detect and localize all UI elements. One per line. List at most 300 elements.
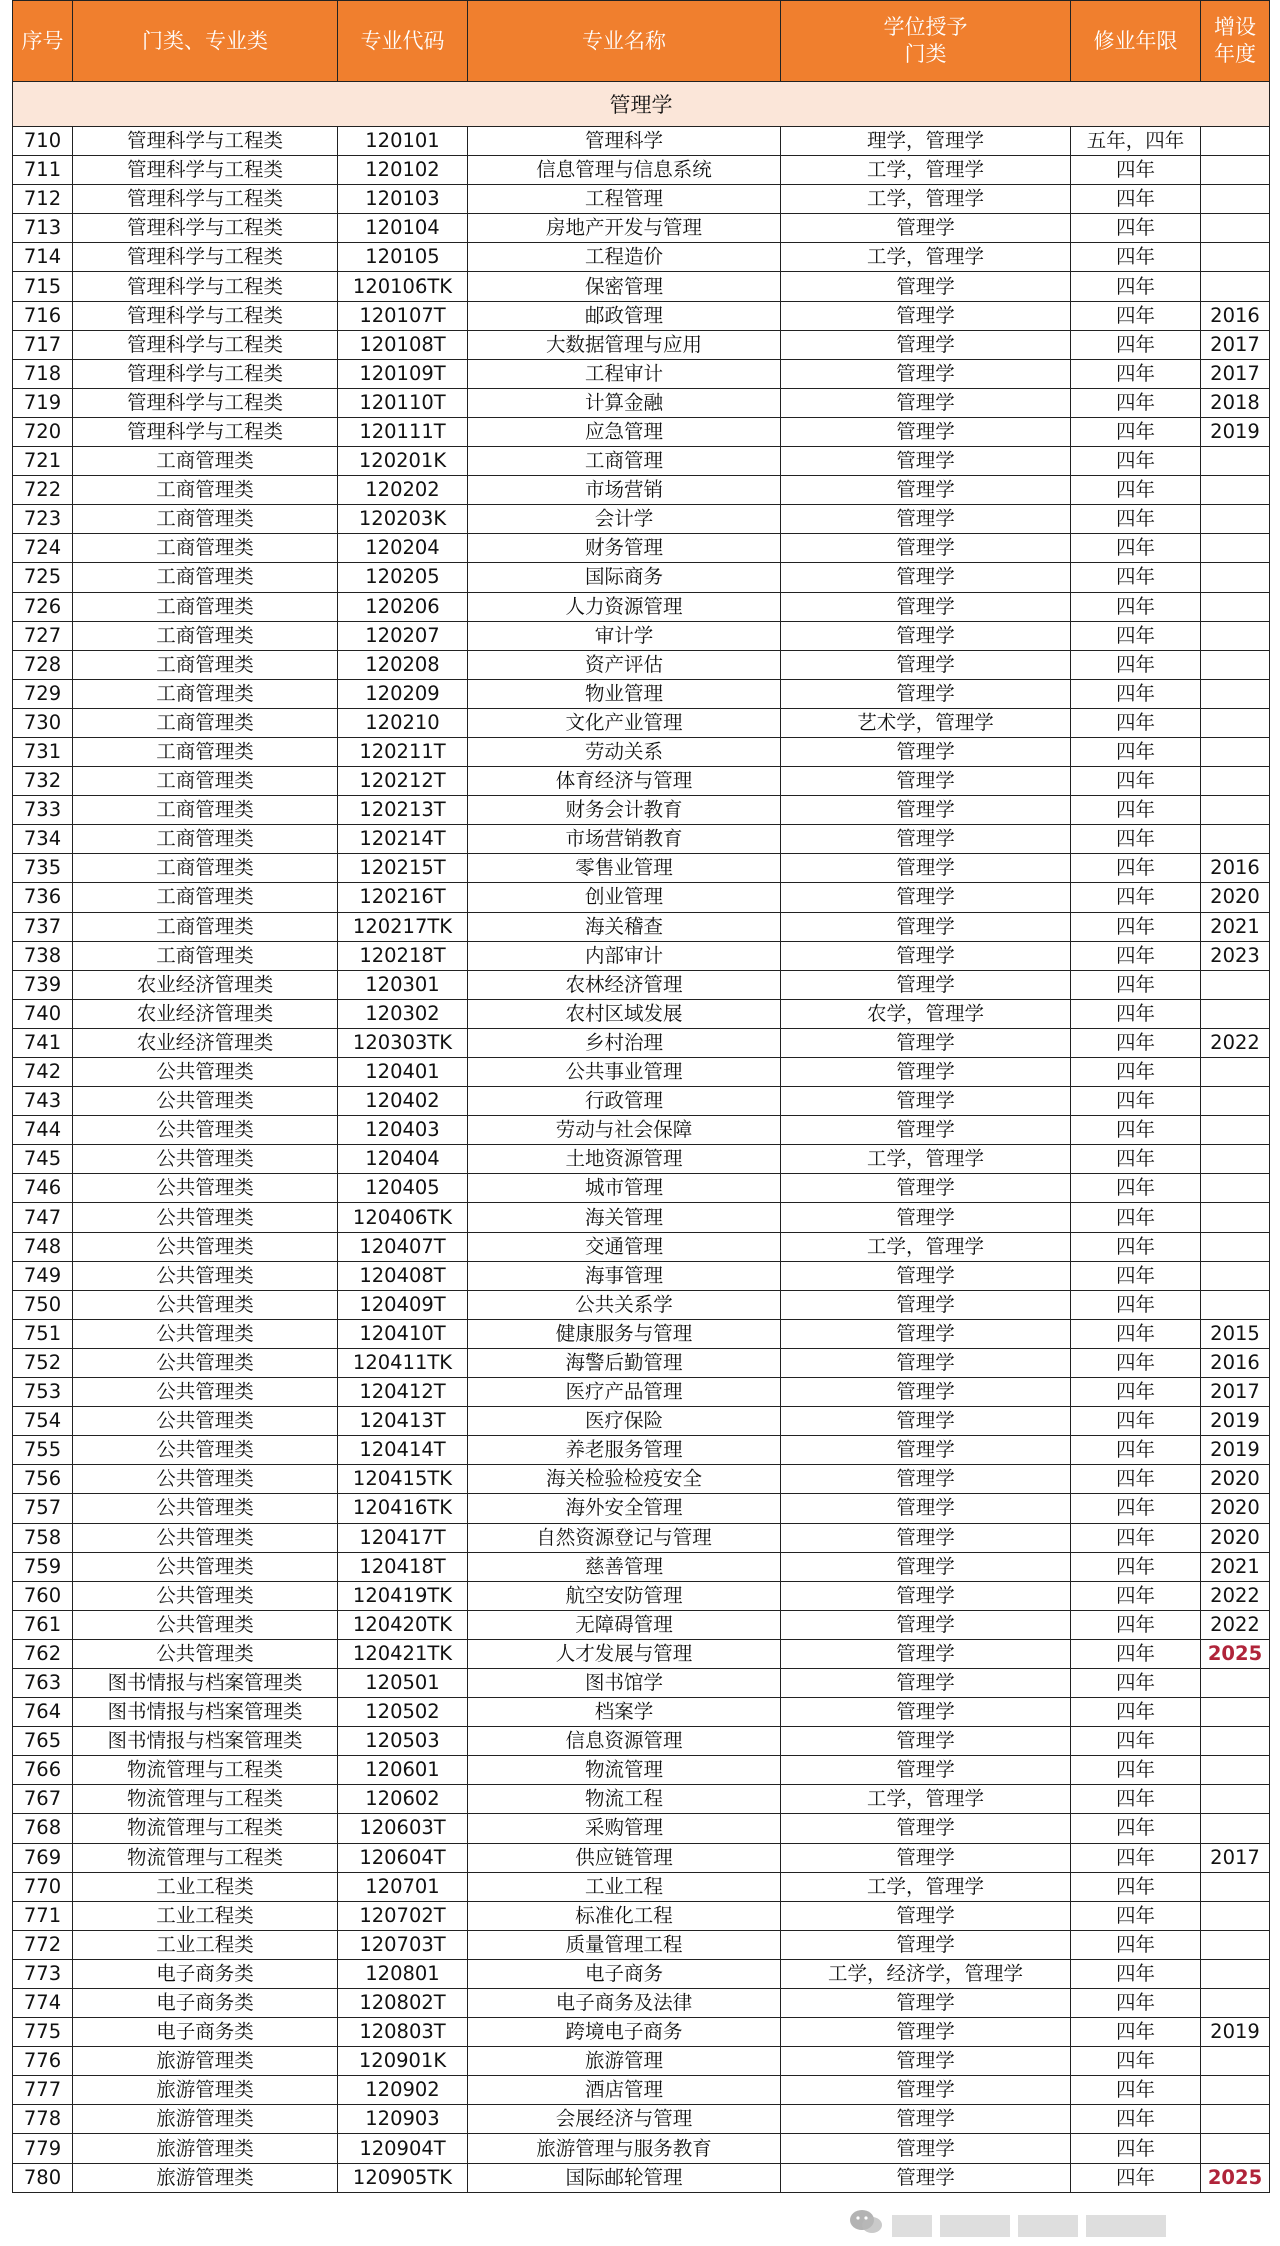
row-year [1201,1872,1270,1901]
row-category: 公共管理类 [73,1639,338,1668]
header-major-name: 专业名称 [468,1,781,82]
row-category: 管理科学与工程类 [73,156,338,185]
row-seq: 711 [13,156,73,185]
row-code: 120412T [338,1378,468,1407]
row-major-name: 工商管理 [468,447,781,476]
row-category: 公共管理类 [73,1203,338,1232]
row-duration: 四年 [1071,1668,1201,1697]
row-duration: 四年 [1071,941,1201,970]
row-degree: 管理学 [781,883,1071,912]
row-code: 120103 [338,185,468,214]
row-category: 旅游管理类 [73,2163,338,2192]
row-year: 2017 [1201,330,1270,359]
row-degree: 工学，管理学 [781,1785,1071,1814]
row-major-name: 会展经济与管理 [468,2105,781,2134]
row-major-name: 档案学 [468,1698,781,1727]
row-seq: 732 [13,767,73,796]
row-code: 120417T [338,1523,468,1552]
row-degree: 管理学 [781,1407,1071,1436]
row-seq: 753 [13,1378,73,1407]
table-row [13,2047,1270,2076]
row-degree: 管理学 [781,1639,1071,1668]
row-major-name: 海关检验检疫安全 [468,1465,781,1494]
row-category: 电子商务类 [73,2018,338,2047]
row-year: 2021 [1201,1552,1270,1581]
row-degree: 管理学 [781,2018,1071,2047]
row-seq: 725 [13,563,73,592]
row-degree: 管理学 [781,1930,1071,1959]
row-seq: 754 [13,1407,73,1436]
row-duration: 四年 [1071,1989,1201,2018]
table-row [13,883,1270,912]
row-year [1201,1232,1270,1261]
row-code: 120416TK [338,1494,468,1523]
row-year: 2019 [1201,2018,1270,2047]
row-year [1201,737,1270,766]
row-seq: 721 [13,447,73,476]
row-duration: 四年 [1071,1319,1201,1348]
row-seq: 749 [13,1261,73,1290]
table-row [13,534,1270,563]
row-code: 120205 [338,563,468,592]
table-row [13,767,1270,796]
row-duration: 四年 [1071,1843,1201,1872]
row-code: 120106TK [338,272,468,301]
row-degree: 管理学 [781,1494,1071,1523]
table-row [13,2105,1270,2134]
row-category: 工商管理类 [73,737,338,766]
row-duration: 四年 [1071,534,1201,563]
table-row [13,1174,1270,1203]
row-code: 120802T [338,1989,468,2018]
row-category: 管理科学与工程类 [73,301,338,330]
row-code: 120418T [338,1552,468,1581]
row-seq: 713 [13,214,73,243]
row-duration: 四年 [1071,2076,1201,2105]
row-major-name: 工业工程 [468,1872,781,1901]
row-seq: 774 [13,1989,73,2018]
row-category: 旅游管理类 [73,2105,338,2134]
row-year: 2021 [1201,912,1270,941]
row-seq: 778 [13,2105,73,2134]
row-seq: 759 [13,1552,73,1581]
table-row [13,1843,1270,1872]
row-degree: 管理学 [781,214,1071,243]
row-year [1201,156,1270,185]
row-category: 公共管理类 [73,1319,338,1348]
row-seq: 768 [13,1814,73,1843]
row-duration: 四年 [1071,999,1201,1028]
table-row [13,999,1270,1028]
table-row [13,1290,1270,1319]
row-major-name: 医疗保险 [468,1407,781,1436]
watermark [848,2202,1268,2242]
row-degree: 管理学 [781,447,1071,476]
row-duration: 四年 [1071,1756,1201,1785]
watermark-bar [1086,2215,1166,2237]
row-year: 2016 [1201,854,1270,883]
row-degree: 管理学 [781,2134,1071,2163]
row-seq: 734 [13,825,73,854]
table-row [13,243,1270,272]
row-degree: 管理学 [781,650,1071,679]
row-code: 120218T [338,941,468,970]
watermark-bar [1018,2215,1078,2237]
row-seq: 767 [13,1785,73,1814]
table-row [13,388,1270,417]
table-row [13,1494,1270,1523]
row-year [1201,1930,1270,1959]
row-code: 120503 [338,1727,468,1756]
row-year [1201,1145,1270,1174]
row-degree: 工学，管理学 [781,156,1071,185]
row-degree: 管理学 [781,1465,1071,1494]
table-body [13,127,1270,2193]
majors-table [12,0,1270,2193]
row-seq: 773 [13,1959,73,1988]
row-major-name: 财务会计教育 [468,796,781,825]
row-major-name: 财务管理 [468,534,781,563]
row-category: 公共管理类 [73,1378,338,1407]
row-duration: 四年 [1071,1232,1201,1261]
row-degree: 管理学 [781,563,1071,592]
table-row [13,1261,1270,1290]
row-major-name: 管理科学 [468,127,781,156]
row-major-name: 劳动关系 [468,737,781,766]
row-degree: 管理学 [781,1727,1071,1756]
row-duration: 四年 [1071,650,1201,679]
row-duration: 四年 [1071,563,1201,592]
table-row [13,1756,1270,1785]
row-duration: 四年 [1071,1290,1201,1319]
row-code: 120411TK [338,1348,468,1377]
row-year [1201,1785,1270,1814]
row-duration: 四年 [1071,1639,1201,1668]
row-category: 工商管理类 [73,650,338,679]
row-code: 120501 [338,1668,468,1697]
row-seq: 761 [13,1610,73,1639]
row-degree: 管理学 [781,1668,1071,1697]
row-code: 120206 [338,592,468,621]
row-category: 管理科学与工程类 [73,214,338,243]
table-row [13,1610,1270,1639]
row-major-name: 供应链管理 [468,1843,781,1872]
row-code: 120216T [338,883,468,912]
table-row [13,2134,1270,2163]
row-major-name: 物流管理 [468,1756,781,1785]
table-row [13,156,1270,185]
row-major-name: 房地产开发与管理 [468,214,781,243]
row-code: 120803T [338,2018,468,2047]
table-row [13,1232,1270,1261]
row-major-name: 工程管理 [468,185,781,214]
row-major-name: 国际邮轮管理 [468,2163,781,2192]
row-major-name: 交通管理 [468,1232,781,1261]
row-year [1201,214,1270,243]
row-major-name: 电子商务及法律 [468,1989,781,2018]
row-year [1201,1087,1270,1116]
table-row [13,127,1270,156]
row-major-name: 跨境电子商务 [468,2018,781,2047]
row-code: 120902 [338,2076,468,2105]
row-year [1201,272,1270,301]
row-code: 120405 [338,1174,468,1203]
row-category: 旅游管理类 [73,2134,338,2163]
table-row [13,1116,1270,1145]
row-major-name: 海关管理 [468,1203,781,1232]
row-degree: 管理学 [781,1698,1071,1727]
row-category: 工业工程类 [73,1930,338,1959]
row-code: 120901K [338,2047,468,2076]
table-row [13,1087,1270,1116]
row-degree: 工学，管理学 [781,1872,1071,1901]
row-category: 公共管理类 [73,1436,338,1465]
row-category: 管理科学与工程类 [73,388,338,417]
row-degree: 工学，经济学，管理学 [781,1959,1071,1988]
row-duration: 四年 [1071,1436,1201,1465]
row-category: 工业工程类 [73,1901,338,1930]
row-category: 工商管理类 [73,563,338,592]
row-duration: 四年 [1071,1116,1201,1145]
row-degree: 管理学 [781,476,1071,505]
row-year [1201,1698,1270,1727]
row-major-name: 工程审计 [468,359,781,388]
row-category: 工商管理类 [73,621,338,650]
row-duration: 四年 [1071,1785,1201,1814]
section-row [13,82,1270,127]
row-major-name: 乡村治理 [468,1028,781,1057]
row-duration: 四年 [1071,854,1201,883]
row-code: 120402 [338,1087,468,1116]
table-row [13,563,1270,592]
row-degree: 管理学 [781,912,1071,941]
table-row [13,417,1270,446]
row-duration: 四年 [1071,970,1201,999]
row-year: 2015 [1201,1319,1270,1348]
row-year: 2025 [1201,2163,1270,2192]
table-row [13,476,1270,505]
row-code: 120201K [338,447,468,476]
row-seq: 763 [13,1668,73,1697]
row-major-name: 保密管理 [468,272,781,301]
row-degree: 管理学 [781,1814,1071,1843]
row-year: 2019 [1201,1436,1270,1465]
row-major-name: 资产评估 [468,650,781,679]
row-degree: 工学，管理学 [781,243,1071,272]
row-category: 公共管理类 [73,1523,338,1552]
row-duration: 四年 [1071,767,1201,796]
table-row [13,1989,1270,2018]
row-duration: 四年 [1071,1930,1201,1959]
table-row [13,1901,1270,1930]
table-row [13,301,1270,330]
row-seq: 722 [13,476,73,505]
row-duration: 四年 [1071,185,1201,214]
row-degree: 工学，管理学 [781,1232,1071,1261]
row-seq: 741 [13,1028,73,1057]
row-year [1201,1727,1270,1756]
row-major-name: 会计学 [468,505,781,534]
row-duration: 四年 [1071,621,1201,650]
row-degree: 管理学 [781,1116,1071,1145]
table-row [13,1028,1270,1057]
row-year [1201,592,1270,621]
row-year [1201,2134,1270,2163]
row-seq: 764 [13,1698,73,1727]
header-duration: 修业年限 [1071,1,1201,82]
row-duration: 四年 [1071,1145,1201,1174]
row-year: 2019 [1201,1407,1270,1436]
row-duration: 四年 [1071,2047,1201,2076]
row-year [1201,1901,1270,1930]
row-duration: 四年 [1071,388,1201,417]
row-degree: 管理学 [781,1087,1071,1116]
row-category: 管理科学与工程类 [73,330,338,359]
row-year: 2020 [1201,883,1270,912]
row-duration: 四年 [1071,2018,1201,2047]
row-code: 120213T [338,796,468,825]
row-year [1201,999,1270,1028]
row-code: 120407T [338,1232,468,1261]
row-seq: 755 [13,1436,73,1465]
row-duration: 四年 [1071,1174,1201,1203]
row-category: 公共管理类 [73,1494,338,1523]
row-degree: 管理学 [781,2105,1071,2134]
row-duration: 四年 [1071,1901,1201,1930]
row-degree: 管理学 [781,1610,1071,1639]
table-row [13,1639,1270,1668]
row-degree: 管理学 [781,359,1071,388]
header-seq: 序号 [13,1,73,82]
row-category: 工商管理类 [73,534,338,563]
row-seq: 727 [13,621,73,650]
row-major-name: 慈善管理 [468,1552,781,1581]
row-category: 工商管理类 [73,912,338,941]
row-code: 120903 [338,2105,468,2134]
row-code: 120701 [338,1872,468,1901]
row-year [1201,1959,1270,1988]
row-seq: 737 [13,912,73,941]
row-duration: 四年 [1071,214,1201,243]
row-duration: 四年 [1071,301,1201,330]
section-title: 管理学 [13,82,1270,127]
row-year [1201,1814,1270,1843]
row-code: 120217TK [338,912,468,941]
row-duration: 四年 [1071,1814,1201,1843]
row-seq: 746 [13,1174,73,1203]
row-category: 管理科学与工程类 [73,127,338,156]
row-degree: 管理学 [781,2076,1071,2105]
row-degree: 管理学 [781,1843,1071,1872]
row-degree: 农学，管理学 [781,999,1071,1028]
row-seq: 723 [13,505,73,534]
row-duration: 四年 [1071,592,1201,621]
row-degree: 管理学 [781,301,1071,330]
row-major-name: 农村区域发展 [468,999,781,1028]
table-row [13,854,1270,883]
row-duration: 四年 [1071,1407,1201,1436]
row-seq: 730 [13,708,73,737]
table-row [13,272,1270,301]
row-seq: 710 [13,127,73,156]
watermark-bar [940,2215,1010,2237]
row-duration: 四年 [1071,2163,1201,2192]
row-category: 工商管理类 [73,592,338,621]
row-seq: 726 [13,592,73,621]
table-row [13,1465,1270,1494]
row-seq: 712 [13,185,73,214]
row-duration: 四年 [1071,330,1201,359]
row-seq: 731 [13,737,73,766]
row-degree: 管理学 [781,417,1071,446]
row-major-name: 采购管理 [468,1814,781,1843]
row-duration: 四年 [1071,1959,1201,1988]
row-major-name: 市场营销教育 [468,825,781,854]
row-category: 物流管理与工程类 [73,1785,338,1814]
header-year: 增设 年度 [1201,1,1270,82]
row-year [1201,1756,1270,1785]
table-row [13,708,1270,737]
row-degree: 管理学 [781,679,1071,708]
row-category: 公共管理类 [73,1407,338,1436]
row-code: 120202 [338,476,468,505]
row-year [1201,1203,1270,1232]
row-code: 120204 [338,534,468,563]
header-category: 门类、专业类 [73,1,338,82]
table-row [13,621,1270,650]
row-degree: 艺术学，管理学 [781,708,1071,737]
table-row [13,185,1270,214]
row-category: 公共管理类 [73,1174,338,1203]
row-seq: 736 [13,883,73,912]
row-code: 120502 [338,1698,468,1727]
row-year [1201,2105,1270,2134]
row-category: 公共管理类 [73,1058,338,1087]
row-code: 120415TK [338,1465,468,1494]
row-major-name: 城市管理 [468,1174,781,1203]
row-code: 120108T [338,330,468,359]
row-year [1201,243,1270,272]
row-year: 2020 [1201,1523,1270,1552]
row-year: 2020 [1201,1465,1270,1494]
row-degree: 管理学 [781,1174,1071,1203]
row-degree: 管理学 [781,1203,1071,1232]
row-major-name: 文化产业管理 [468,708,781,737]
row-category: 公共管理类 [73,1232,338,1261]
row-degree: 管理学 [781,1756,1071,1785]
row-year: 2018 [1201,388,1270,417]
row-seq: 720 [13,417,73,446]
row-code: 120904T [338,2134,468,2163]
row-code: 120406TK [338,1203,468,1232]
row-seq: 772 [13,1930,73,1959]
row-year: 2022 [1201,1610,1270,1639]
row-seq: 756 [13,1465,73,1494]
row-code: 120301 [338,970,468,999]
row-seq: 760 [13,1581,73,1610]
table-row [13,505,1270,534]
row-seq: 769 [13,1843,73,1872]
row-category: 公共管理类 [73,1610,338,1639]
row-seq: 728 [13,650,73,679]
row-major-name: 健康服务与管理 [468,1319,781,1348]
row-major-name: 应急管理 [468,417,781,446]
row-category: 工商管理类 [73,941,338,970]
row-seq: 751 [13,1319,73,1348]
row-seq: 740 [13,999,73,1028]
row-degree: 工学，管理学 [781,1145,1071,1174]
row-major-name: 图书馆学 [468,1668,781,1697]
